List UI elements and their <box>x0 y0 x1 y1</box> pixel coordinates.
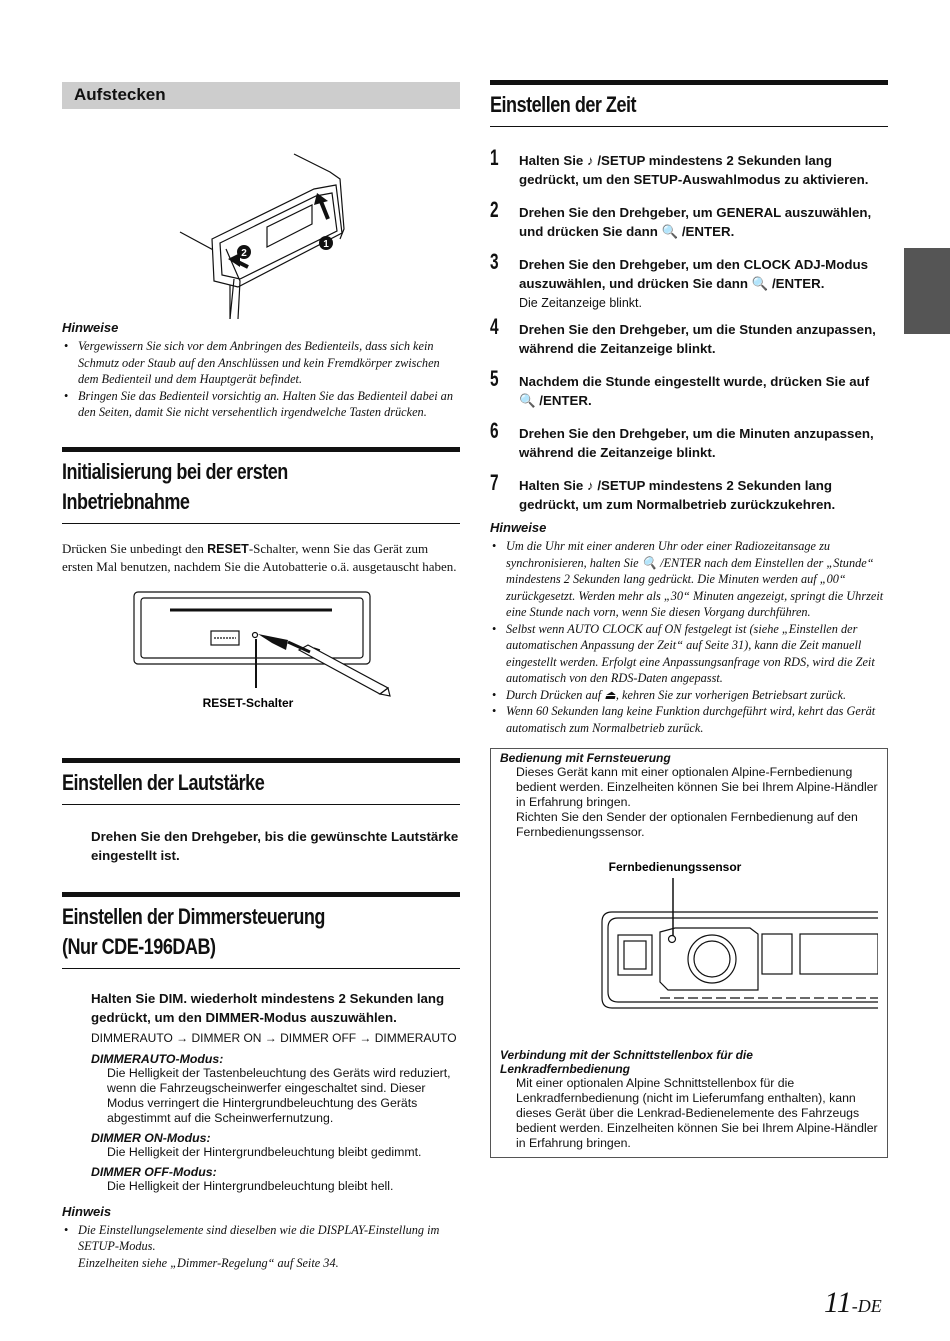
dimmer-sequence: DIMMERAUTO → DIMMER ON → DIMMER OFF → DIMMERAUTO <box>91 1030 457 1045</box>
dimmer-note: Hinweis • Die Einstellungselemente sind dieselben wie die DISPLAY-Einstellung im SETUP-Modus. Einzelheiten siehe „Dimmer-Regelung“ auf Seite 34. <box>62 1204 460 1272</box>
step-item: 5 Nachdem die Stunde eingestellt wurde, drücken Sie auf 🔍 /ENTER. <box>490 366 870 408</box>
label-2: 2 <box>241 248 247 259</box>
faceplate-attach-figure <box>62 109 460 319</box>
note-item: • Durch Drücken auf ⏏, kehren Sie zur vorherigen Betriebsart zurück. <box>490 687 888 704</box>
step-item: 4 Drehen Sie den Drehgeber, um die Stunden anzupassen, während die Zeitanzeige blinkt. <box>490 314 876 356</box>
step-item: 2 Drehen Sie den Drehgeber, um GENERAL auszuwählen, und drücken Sie dann 🔍 /ENTER. <box>490 197 872 239</box>
note-item: • Selbst wenn AUTO CLOCK auf ON festgelegt ist (siehe „Einstellen der automatischen Anpassung der Zeit“ auf Seite 31), kann die Zeit manuell eingestellt werden. Erfolgt eine Anpassungsanfrage von RDS, wird die Zeit automatisch von den RDS-Daten angepasst. <box>490 621 888 687</box>
sensor-illustration <box>500 840 878 1048</box>
dimmer-mode: DIMMER ON-Modus: Die Helligkeit der Hintergrundbeleuchtung bleibt gedimmt. <box>91 1130 422 1159</box>
dimmer-step: Halten Sie DIM. wiederholt mindestens 2 Sekunden lang gedrückt, um den DIMMER-Modus auszuwählen. <box>91 990 445 1025</box>
note-item: • Vergewissern Sie sich vor dem Anbringen des Bedienteils, dass sich kein Schmutz oder Staub auf den Anschlüssen und kein Fremdkörper zwischen dem Bedienteil und dem Hauptgerät befindet. <box>62 338 460 388</box>
step-item: 1 Halten Sie ♪ /SETUP mindestens 2 Sekunden lang gedrückt, um den SETUP-Auswahlmodus zu aktivieren. <box>490 145 869 187</box>
steering-heading: Verbindung mit der Schnittstellenbox für die Lenkradfernbedienung <box>500 1048 753 1076</box>
step-item: 3 Drehen Sie den Drehgeber, um den CLOCK ADJ-Modus auszuwählen, und drücken Sie dann 🔍 /ENTER. Die Zeitanzeige blinkt. <box>490 249 868 310</box>
label-1: 1 <box>323 239 329 250</box>
reset-switch-label: RESET-Schalter <box>202 695 294 710</box>
sensor-figure <box>500 840 878 1048</box>
aufstecken-notes <box>62 320 460 421</box>
step-item: 7 Halten Sie ♪ /SETUP mindestens 2 Sekunden lang gedrückt, um zum Normalbetrieb zurückzukehren. <box>490 470 836 512</box>
notes-heading: Hinweise <box>62 320 119 335</box>
section-title-volume: Einstellen der Lautstärke <box>62 758 460 805</box>
note-item: • Wenn 60 Sekunden lang keine Funktion durchgeführt wird, kehrt das Gerät automatisch zum Normalbetrieb zurück. <box>490 703 888 736</box>
note-item: • Bringen Sie das Bedienteil vorsichtig an. Halten Sie das Bedienteil dabei an den Seiten, damit Sie nicht versehentlich irgendwelche Tasten drücken. <box>62 388 460 421</box>
section-title-aufstecken: Aufstecken <box>62 82 460 109</box>
page-number: 11-DE <box>824 1286 882 1319</box>
section-title-dimmer: Einstellen der Dimmersteuerung (Nur CDE-196DAB) <box>62 892 460 969</box>
section-title-time: Einstellen der Zeit <box>490 80 888 127</box>
info-box <box>490 748 888 1158</box>
reset-illustration <box>62 588 460 738</box>
right-column <box>490 80 888 1158</box>
left-column <box>62 82 460 1271</box>
step-item: 6 Drehen Sie den Drehgeber, um die Minuten anzupassen, während die Zeitanzeige blinkt. <box>490 418 874 460</box>
remote-text: Dieses Gerät kann mit einer optionalen Alpine-Fernbedienung bedient werden. Einzelheiten können Sie bei Ihrem Alpine-Händler in Erfahrung bringen. <box>516 765 878 809</box>
attach-illustration <box>62 109 460 319</box>
reset-figure <box>62 588 460 738</box>
chapter-tab <box>904 248 950 334</box>
volume-step: Drehen Sie den Drehgeber, bis die gewünschte Lautstärke eingestellt ist. <box>91 828 459 863</box>
steering-text: Mit einer optionalen Alpine Schnittstellenbox für die Lenkradfernbedienung (nicht im Lieferumfang enthalten), kann dieses Gerät über die Lenkrad-Bedienelemente des Fahrzeugs bedient werden. Einzelheiten können Sie bei Ihrem Alpine-Händler in Erfahrung bringen. <box>516 1076 878 1150</box>
init-text: Drücken Sie unbedingt den RESET-Schalter, wenn Sie das Gerät zum ersten Mal benutzen, nachdem Sie die Autobatterie o.ä. ausgetauscht haben. <box>62 540 457 574</box>
section-title-init: Initialisierung bei der ersten Inbetriebnahme <box>62 447 460 524</box>
sensor-label: Fernbedienungssensor <box>608 860 742 874</box>
remote-heading: Bedienung mit Fernsteuerung <box>500 751 671 765</box>
dimmer-mode: DIMMERAUTO-Modus: Die Helligkeit der Tastenbeleuchtung des Geräts wird reduziert, wenn die Fahrzeugscheinwerfer eingeschaltet sind. Dieser Modus verringert die Hintergrundbeleuchtung des Geräts abgestimmt auf die Scheinwerfernutzung. <box>91 1051 451 1125</box>
remote-text-2: Richten Sie den Sender der optionalen Fernbedienung auf den Fernbedienungssensor. <box>516 810 858 839</box>
time-steps <box>490 145 888 514</box>
note-item: • Die Einstellungselemente sind dieselben wie die DISPLAY-Einstellung im SETUP-Modus. Einzelheiten siehe „Dimmer-Regelung“ auf Seite 34. <box>62 1222 460 1272</box>
note-item: • Um die Uhr mit einer anderen Uhr oder einer Radiozeitansage zu synchronisieren, halten Sie 🔍 /ENTER nach dem Einstellen der „Stunde“ mindestens 2 Sekunden lang gedrückt. Die Minuten werden auf „00“ zurückgesetzt. Werden mehr als „30“ Minuten angezeigt, springt die Uhrzeit eine Stunde nach vorn, wenn Sie diesen Vorgang durchführen. <box>490 538 888 621</box>
dimmer-mode: DIMMER OFF-Modus: Die Helligkeit der Hintergrundbeleuchtung bleibt hell. <box>91 1164 394 1193</box>
time-notes: Hinweise • Um die Uhr mit einer anderen Uhr oder einer Radiozeitansage zu synchronisieren, halten Sie 🔍 /ENTER nach dem Einstellen der „Stunde“ mindestens 2 Sekunden lang gedrückt. Die Minuten werden auf „00“ zurückgesetzt. Werden mehr als „30“ Minuten angezeigt, springt die Uhrzeit eine Stunde nach vorn, wenn Sie diesen Vorgang durchführen. • Selbst wenn AUTO CLOCK auf ON festgelegt ist (siehe „Einstellen der automatischen Anpassung der Zeit“ auf Seite 31), kann die Zeit manuell eingestellt werden. Erfolgt eine Anpassungsanfrage von RDS, wird die Zeit automatisch von den RDS-Daten angepasst. • Durch Drücken auf ⏏, kehren Sie zur vorherigen Betriebsart zurück. • Wenn 60 Sekunden lang keine Funktion durchgeführt wird, kehrt das Gerät automatisch zum Normalbetrieb zurück. <box>490 520 888 736</box>
